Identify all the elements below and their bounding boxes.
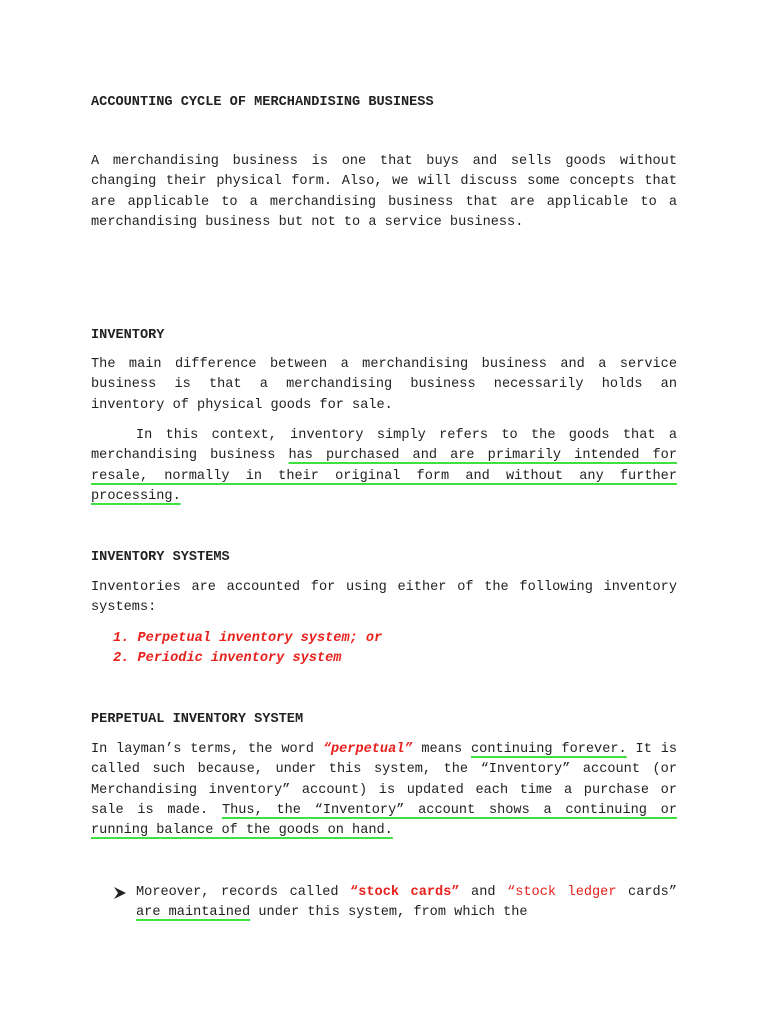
arrowhead-bullet-icon — [113, 886, 127, 900]
intro-paragraph: A merchandising business is one that buys and sells goods without changing their physical form. Also, we will discuss some concepts that are applicable to a merchandising business that are applicable to a merchandising business but not to a service business. — [91, 154, 677, 230]
document-title: ACCOUNTING CYCLE OF MERCHANDISING BUSINESS — [91, 95, 434, 110]
perpetual-highlight-2: Thus, the “Inventory” account shows a continuing or running balance of the goods on hand. — [91, 802, 677, 839]
inventory-p2-highlight: has purchased and are primarily intended for resale, normally in their original form and without any further processing. — [91, 448, 677, 504]
bullet-text-a: Moreover, records called — [136, 885, 351, 900]
list-item-number: 1. — [113, 631, 130, 646]
inventory-heading: INVENTORY — [91, 328, 165, 343]
list-item-text: Perpetual inventory system; or — [137, 631, 383, 646]
list-item — [113, 649, 382, 669]
inventory-systems-heading: INVENTORY SYSTEMS — [91, 550, 230, 565]
perpetual-heading: PERPETUAL INVENTORY SYSTEM — [91, 712, 304, 727]
perpetual-paragraph — [91, 740, 677, 841]
perpetual-p1-text-b: means — [412, 742, 472, 757]
inventory-p2-text: In this context, inventory simply refers to the goods that a merchandising business — [91, 428, 677, 464]
bullet-item — [113, 883, 677, 924]
perpetual-term: “perpetual” — [322, 742, 413, 757]
list-item-number: 2. — [113, 651, 130, 666]
stock-ledger-term: “stock ledger — [507, 885, 617, 900]
list-item-text: Periodic inventory system — [137, 651, 342, 666]
bullet-text-d: under this system, from which the — [250, 905, 528, 921]
perpetual-p1-text-c: It is called such because, under this system, the “Inventory” account (or Merchandising inventory” account) is updated each time a purchase or sale is made. — [91, 742, 678, 818]
perpetual-p1-text-a: In layman’s terms, the word — [91, 742, 323, 757]
bullet-text-b: and — [459, 885, 508, 900]
bullet-highlight: are maintained — [136, 905, 251, 921]
stock-cards-term: “stock cards” — [350, 885, 460, 900]
inventory-paragraph-2 — [91, 426, 677, 507]
perpetual-highlight-1: continuing forever. — [471, 742, 627, 757]
bullet-text — [136, 883, 677, 924]
inventory-paragraph-1: The main difference between a merchandising business and a service business is that a merchandising business necessarily holds an inventory of physical goods for sale. — [91, 357, 677, 413]
inventory-systems-paragraph: Inventories are accounted for using either of the following inventory systems: — [91, 580, 677, 616]
bullet-text-c: cards” — [616, 885, 677, 900]
list-item — [113, 629, 382, 649]
inventory-systems-list — [113, 629, 382, 669]
